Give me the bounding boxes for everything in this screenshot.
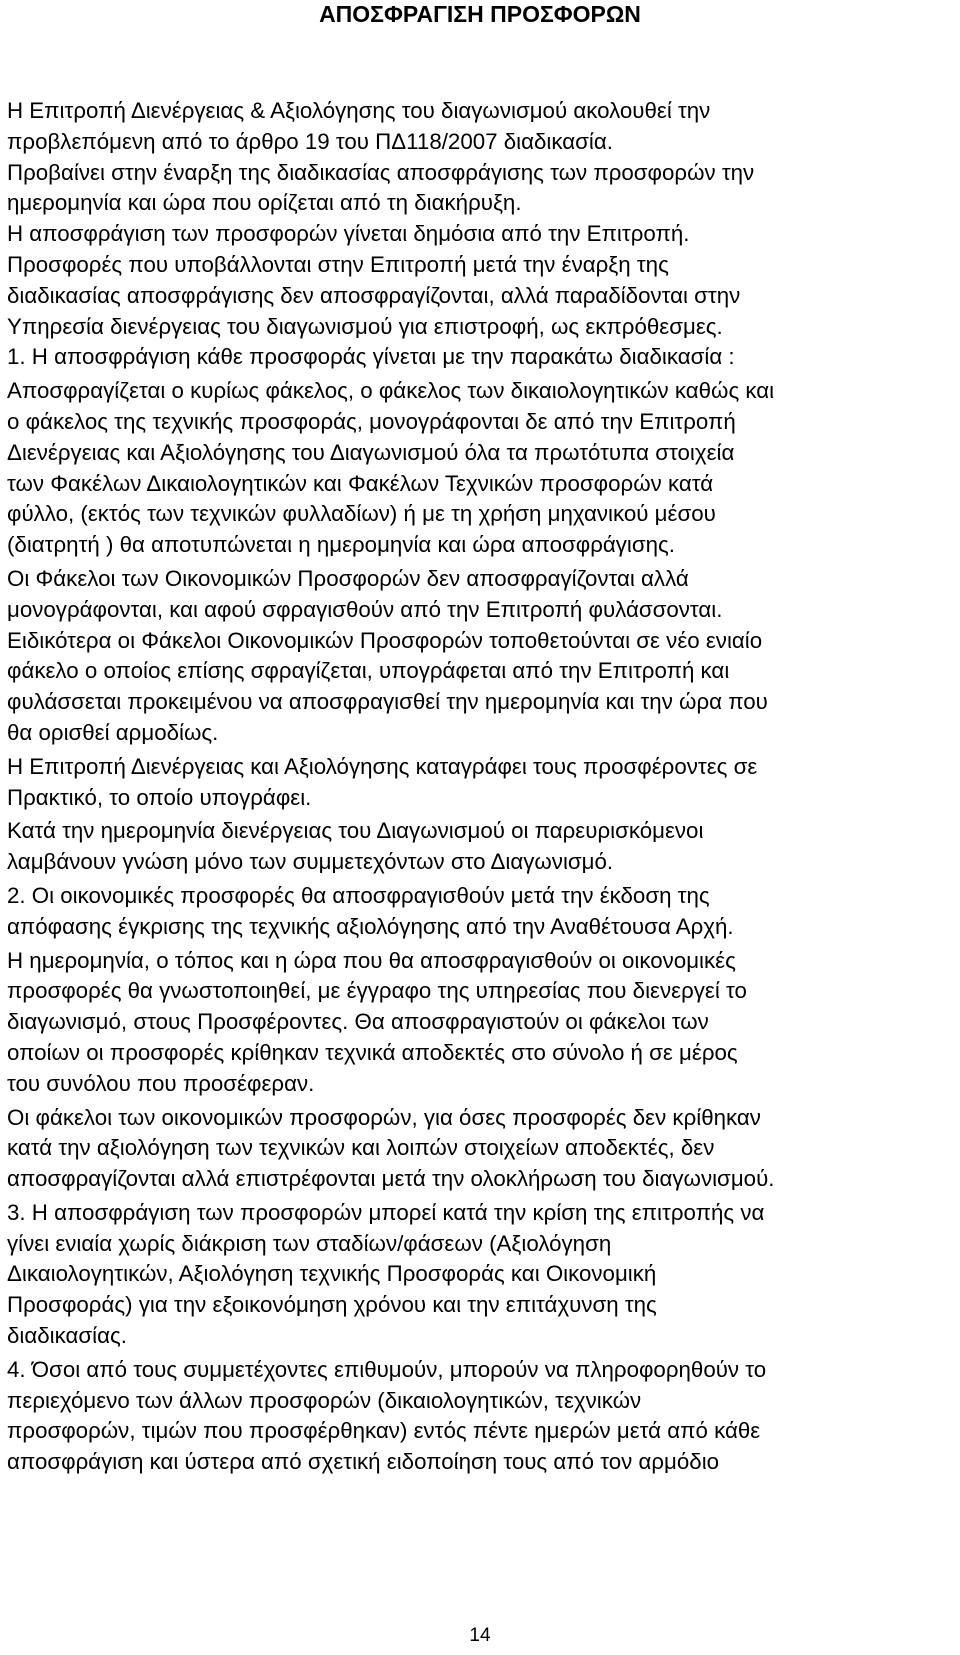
document-body	[7, 96, 953, 1478]
text-line: Προβαίνει στην έναρξη της διαδικασίας αποσφράγισης των προσφορών την	[7, 159, 755, 185]
text-line: Προσφοράς) για την εξοικονόμηση χρόνου και την επιτάχυνση της	[7, 1292, 657, 1318]
paragraph	[7, 342, 953, 373]
text-line: Υπηρεσία διενέργειας του διαγωνισμού για επιστροφή, ως εκπρόθεσμες.	[7, 313, 723, 339]
text-line: φυλάσσεται προκειμένου να αποσφραγισθεί την ημερομηνία και την ώρα που	[7, 689, 768, 715]
text-line: ο φάκελος της τεχνικής προσφοράς, μονογράφονται δε από την Επιτροπή	[7, 408, 736, 434]
text-line: Η Επιτροπή Διενέργειας και Αξιολόγησης καταγράφει τους προσφέροντες σε	[7, 753, 758, 779]
text-line: 1. Η αποσφράγιση κάθε προσφοράς γίνεται με την παρακάτω διαδικασία :	[7, 344, 735, 370]
text-line: Αποσφραγίζεται ο κυρίως φάκελος, ο φάκελος των δικαιολογητικών καθώς και	[7, 378, 775, 404]
text-line: 2. Οι οικονομικές προσφορές θα αποσφραγισθούν μετά την έκδοση της	[7, 882, 710, 908]
page-title: ΑΠΟΣΦΡΑΓΙΣΗ ΠΡΟΣΦΟΡΩΝ	[319, 1, 641, 27]
text-line: περιεχόμενο των άλλων προσφορών (δικαιολογητικών, τεχνικών	[7, 1387, 642, 1413]
text-line: διαδικασίας αποσφράγισης δεν αποσφραγίζονται, αλλά παραδίδονται στην	[7, 282, 741, 308]
text-line: του συνόλου που προσέφεραν.	[7, 1070, 315, 1096]
paragraph	[7, 1198, 953, 1352]
text-line: φάκελο ο οποίος επίσης σφραγίζεται, υπογράφεται από την Επιτροπή και	[7, 658, 730, 684]
text-line: Η ημερομηνία, ο τόπος και η ώρα που θα αποσφραγισθούν οι οικονομικές	[7, 947, 736, 973]
paragraph	[7, 564, 953, 749]
text-line: κατά την αξιολόγηση των τεχνικών και λοιπών στοιχείων αποδεκτές, δεν	[7, 1135, 715, 1161]
text-line: θα ορισθεί αρμοδίως.	[7, 719, 219, 745]
text-line: (διατρητή ) θα αποτυπώνεται η ημερομηνία και ώρα αποσφράγισης.	[7, 532, 675, 558]
text-line: λαμβάνουν γνώση μόνο των συμμετεχόντων στο Διαγωνισμό.	[7, 849, 614, 875]
text-line: Οι φάκελοι των οικονομικών προσφορών, για όσες προσφορές δεν κρίθηκαν	[7, 1104, 761, 1130]
text-line: Προσφορές που υποβάλλονται στην Επιτροπή μετά την έναρξη της	[7, 251, 669, 277]
text-line: 3. Η αποσφράγιση των προσφορών μπορεί κατά την κρίση της επιτροπής να	[7, 1199, 765, 1225]
text-line: 4. Όσοι από τους συμμετέχοντες επιθυμούν, μπορούν να πληροφορηθούν το	[7, 1356, 767, 1382]
text-line: Διενέργειας και Αξιολόγησης του Διαγωνισμού όλα τα πρωτότυπα στοιχεία	[7, 439, 735, 465]
page-number: 14	[469, 1625, 491, 1646]
paragraph	[7, 752, 953, 814]
paragraph	[7, 1355, 953, 1478]
text-line: ημερομηνία και ώρα που ορίζεται από τη διακήρυξη.	[7, 190, 522, 216]
text-line: Κατά την ημερομηνία διενέργειας του Διαγωνισμού οι παρευρισκόμενοι	[7, 818, 704, 844]
text-line: Οι Φάκελοι των Οικονομικών Προσφορών δεν αποσφραγίζονται αλλά	[7, 565, 689, 591]
text-line: Πρακτικό, το οποίο υπογράφει.	[7, 784, 312, 810]
text-line: Ειδικότερα οι Φάκελοι Οικονομικών Προσφορών τοποθετούνται σε νέο ενιαίο	[7, 627, 763, 653]
paragraph	[7, 376, 953, 561]
paragraph	[7, 881, 953, 943]
text-line: Η Επιτροπή Διενέργειας & Αξιολόγησης του διαγωνισμού ακολουθεί την	[7, 98, 711, 123]
text-line: απόφασης έγκρισης της τεχνικής αξιολόγησης από την Αναθέτουσα Αρχή.	[7, 913, 734, 939]
paragraph	[7, 816, 953, 878]
text-line: Δικαιολογητικών, Αξιολόγηση τεχνικής Προσφοράς και Οικονομική	[7, 1261, 657, 1287]
text-line: προσφορές θα γνωστοποιηθεί, με έγγραφο της υπηρεσίας που διενεργεί το	[7, 978, 747, 1004]
paragraph	[7, 96, 953, 342]
text-line: αποσφράγιση και ύστερα από σχετική ειδοποίηση τους από τον αρμόδιο	[7, 1449, 720, 1475]
text-line: Η αποσφράγιση των προσφορών γίνεται δημόσια από την Επιτροπή.	[7, 221, 690, 247]
text-line: των Φακέλων Δικαιολογητικών και Φακέλων Τεχνικών προσφορών κατά	[7, 470, 714, 496]
text-line: γίνει ενιαία χωρίς διάκριση των σταδίων/φάσεων (Αξιολόγηση	[7, 1230, 612, 1256]
paragraph	[7, 946, 953, 1100]
text-line: προσφορών, τιμών που προσφέρθηκαν) εντός πέντε ημερών μετά από κάθε	[7, 1418, 761, 1444]
text-line: διαδικασίας.	[7, 1323, 127, 1349]
paragraph	[7, 1103, 953, 1195]
text-line: αποσφραγίζονται αλλά επιστρέφονται μετά την ολοκλήρωση του διαγωνισμού.	[7, 1166, 775, 1192]
text-line: προβλεπόμενη από το άρθρο 19 του ΠΔ118/2007 διαδικασία.	[7, 128, 613, 154]
text-line: φύλλο, (εκτός των τεχνικών φυλλαδίων) ή με τη χρήση μηχανικού μέσου	[7, 501, 716, 527]
text-line: διαγωνισμό, στους Προσφέροντες. Θα αποσφραγιστούν οι φάκελοι των	[7, 1009, 709, 1035]
text-line: οποίων οι προσφορές κρίθηκαν τεχνικά αποδεκτές στο σύνολο ή σε μέρος	[7, 1039, 738, 1065]
text-line: μονογράφονται, και αφού σφραγισθούν από την Επιτροπή φυλάσσονται.	[7, 596, 723, 622]
